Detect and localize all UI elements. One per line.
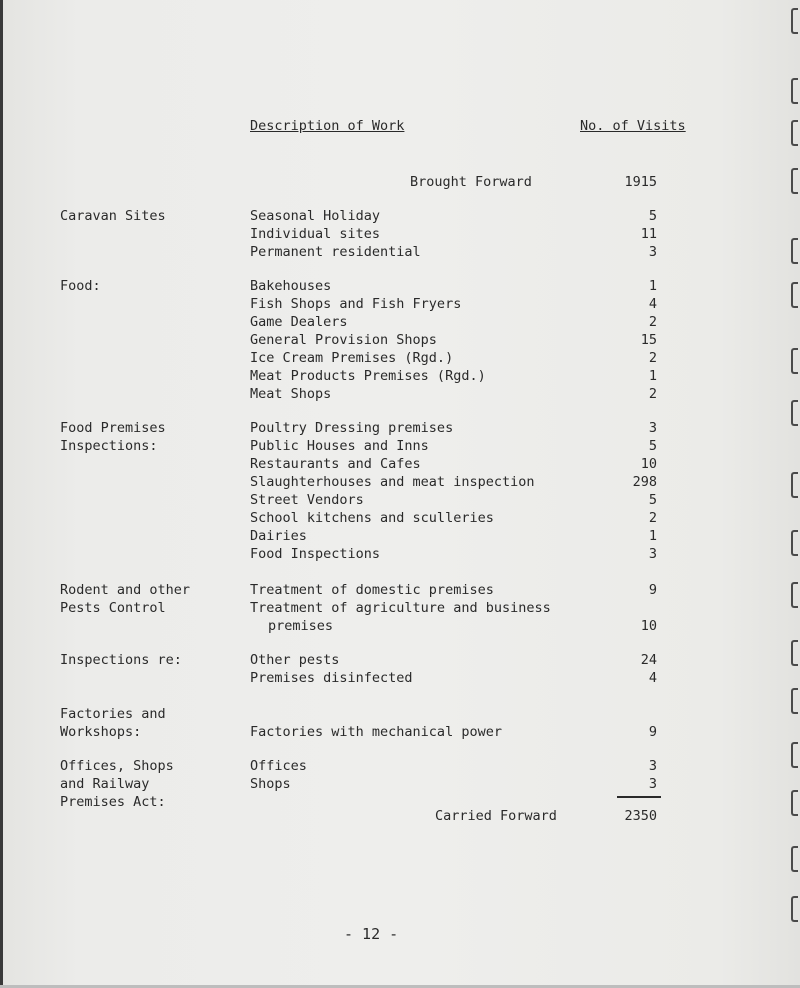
- row-value: 3: [648, 758, 657, 774]
- row-value: 3: [648, 244, 657, 260]
- row-value: 9: [648, 582, 657, 598]
- row-label: Permanent residential: [250, 244, 421, 260]
- row-label: Premises disinfected: [250, 670, 413, 686]
- brought-forward-label: Brought Forward: [410, 174, 532, 190]
- total-rule: [617, 796, 661, 798]
- row-value: 4: [648, 296, 657, 312]
- page-number: - 12 -: [344, 925, 399, 943]
- row-label: Meat Shops: [250, 386, 332, 402]
- row-label: Game Dealers: [250, 314, 348, 330]
- row-value: 1: [648, 368, 657, 384]
- section-title-rodent-line2: Pests Control: [60, 600, 166, 616]
- brought-forward-value: 1915: [624, 174, 657, 190]
- carried-forward-label: Carried Forward: [435, 808, 557, 824]
- section-title-food-premises: Food Premises: [60, 420, 166, 436]
- row-value: 1: [648, 528, 657, 544]
- row-value: 10: [640, 456, 657, 472]
- row-value: 11: [640, 226, 657, 242]
- row-value: 3: [648, 776, 657, 792]
- row-value: 15: [640, 332, 657, 348]
- row-label: premises: [268, 618, 334, 634]
- section-title-caravan-sites: Caravan Sites: [60, 208, 166, 224]
- row-value: 24: [640, 652, 657, 668]
- row-value: 9: [648, 724, 657, 740]
- row-label: Shops: [250, 776, 291, 792]
- row-label: Public Houses and Inns: [250, 438, 429, 454]
- row-label: General Provision Shops: [250, 332, 437, 348]
- section-title-factories-line2: Workshops:: [60, 724, 142, 740]
- row-label: Bakehouses: [250, 278, 332, 294]
- section-title-offices: Offices, Shops: [60, 758, 174, 774]
- row-value: 2: [648, 314, 657, 330]
- carried-forward-value: 2350: [624, 808, 657, 824]
- row-label: Ice Cream Premises (Rgd.): [250, 350, 454, 366]
- row-label: Seasonal Holiday: [250, 208, 381, 224]
- row-label: Food Inspections: [250, 546, 381, 562]
- row-value: 298: [632, 474, 657, 490]
- row-label: Poultry Dressing premises: [250, 420, 454, 436]
- row-value: 3: [648, 546, 657, 562]
- row-value: 2: [648, 510, 657, 526]
- binder-rings: [782, 0, 800, 988]
- row-value: 5: [648, 208, 657, 224]
- row-label: Individual sites: [250, 226, 381, 242]
- row-value: 5: [648, 438, 657, 454]
- section-title-food-premises-line2: Inspections:: [60, 438, 158, 454]
- row-value: 10: [640, 618, 657, 634]
- row-label: Other pests: [250, 652, 340, 668]
- column-header-description: Description of Work: [250, 118, 405, 134]
- section-title-factories: Factories and: [60, 706, 166, 722]
- row-label: Street Vendors: [250, 492, 364, 508]
- row-value: 2: [648, 386, 657, 402]
- row-value: 1: [648, 278, 657, 294]
- section-title-inspections-re: Inspections re:: [60, 652, 182, 668]
- row-label: Dairies: [250, 528, 307, 544]
- page-left-edge: [0, 0, 3, 988]
- row-label: Restaurants and Cafes: [250, 456, 421, 472]
- row-value: 2: [648, 350, 657, 366]
- row-label: School kitchens and sculleries: [250, 510, 494, 526]
- row-value: 5: [648, 492, 657, 508]
- column-header-visits: No. of Visits: [580, 118, 686, 134]
- section-title-rodent: Rodent and other: [60, 582, 191, 598]
- row-label: Treatment of agriculture and business: [250, 600, 551, 616]
- section-title-offices-line2: and Railway: [60, 776, 150, 792]
- row-label: Meat Products Premises (Rgd.): [250, 368, 486, 384]
- section-title-offices-line3: Premises Act:: [60, 794, 166, 810]
- row-value: 3: [648, 420, 657, 436]
- row-label: Offices: [250, 758, 307, 774]
- row-label: Fish Shops and Fish Fryers: [250, 296, 462, 312]
- row-label: Treatment of domestic premises: [250, 582, 494, 598]
- row-label: Slaughterhouses and meat inspection: [250, 474, 535, 490]
- section-title-food: Food:: [60, 278, 101, 294]
- row-label: Factories with mechanical power: [250, 724, 502, 740]
- row-value: 4: [648, 670, 657, 686]
